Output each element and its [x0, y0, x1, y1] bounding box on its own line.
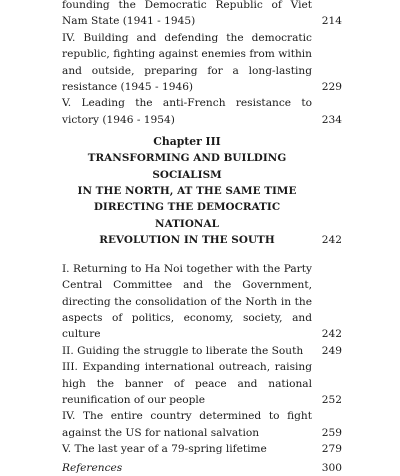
toc-entry-title: References: [62, 461, 123, 474]
toc-entry-page: 259: [321, 426, 342, 439]
toc-entry-title: founding the Democratic Republic of Viet Nam State (1941 - 1945): [62, 0, 312, 28]
toc-entry[interactable]: [62, 0, 342, 30]
toc-entry[interactable]: [62, 95, 342, 128]
toc-entry[interactable]: [62, 30, 342, 96]
toc-entry-page: 234: [321, 113, 342, 126]
toc-entry-page: 300: [321, 461, 342, 474]
table-of-contents: [62, 0, 342, 476]
chapter-title-line: IN THE NORTH, AT THE SAME TIME: [77, 185, 297, 198]
toc-entry[interactable]: [62, 408, 342, 441]
toc-entry-title: V. Leading the anti-French resistance to victory (1946 - 1954): [62, 97, 312, 126]
toc-entry-page: 242: [321, 328, 342, 341]
toc-entry-page: 229: [321, 81, 342, 94]
toc-entry[interactable]: [62, 343, 342, 359]
toc-entry[interactable]: [62, 441, 342, 457]
toc-entry-page: 252: [321, 393, 342, 406]
section-spacer: [62, 249, 342, 261]
toc-entry-title: V. The last year of a 79-spring lifetime: [62, 443, 267, 456]
toc-entry-page: 214: [321, 15, 342, 28]
toc-entry-title: I. Returning to Ha Noi together with the Party Central Committee and the Government, directing the consolidation of the North in the aspects of politics, economy, society, and culture: [62, 262, 312, 341]
chapter-heading[interactable]: [62, 134, 342, 248]
toc-entry-references[interactable]: [62, 460, 342, 476]
chapter-title-line: DIRECTING THE DEMOCRATIC NATIONAL: [93, 201, 281, 230]
toc-entry-title: IV. The entire country determined to fight against the US for national salvation: [62, 410, 312, 439]
toc-entry-title: IV. Building and defending the democratic republic, fighting against enemies from within and outside, preparing for a long-lasting resistance (1945 - 1946): [62, 31, 312, 94]
toc-entry-title: II. Guiding the struggle to liberate the South: [62, 344, 304, 357]
toc-entry[interactable]: [62, 261, 342, 343]
chapter-page: 242: [321, 234, 342, 247]
toc-entry-page: 279: [321, 443, 342, 456]
toc-entry-page: 249: [321, 344, 342, 357]
chapter-title-line: TRANSFORMING AND BUILDING SOCIALISM: [87, 152, 287, 181]
toc-entry-title: III. Expanding international outreach, raising high the banner of peace and national reunification of our people: [62, 361, 312, 406]
chapter-title-line: REVOLUTION IN THE SOUTH: [99, 234, 275, 247]
chapter-label: Chapter III: [153, 135, 221, 149]
toc-entry[interactable]: [62, 359, 342, 408]
